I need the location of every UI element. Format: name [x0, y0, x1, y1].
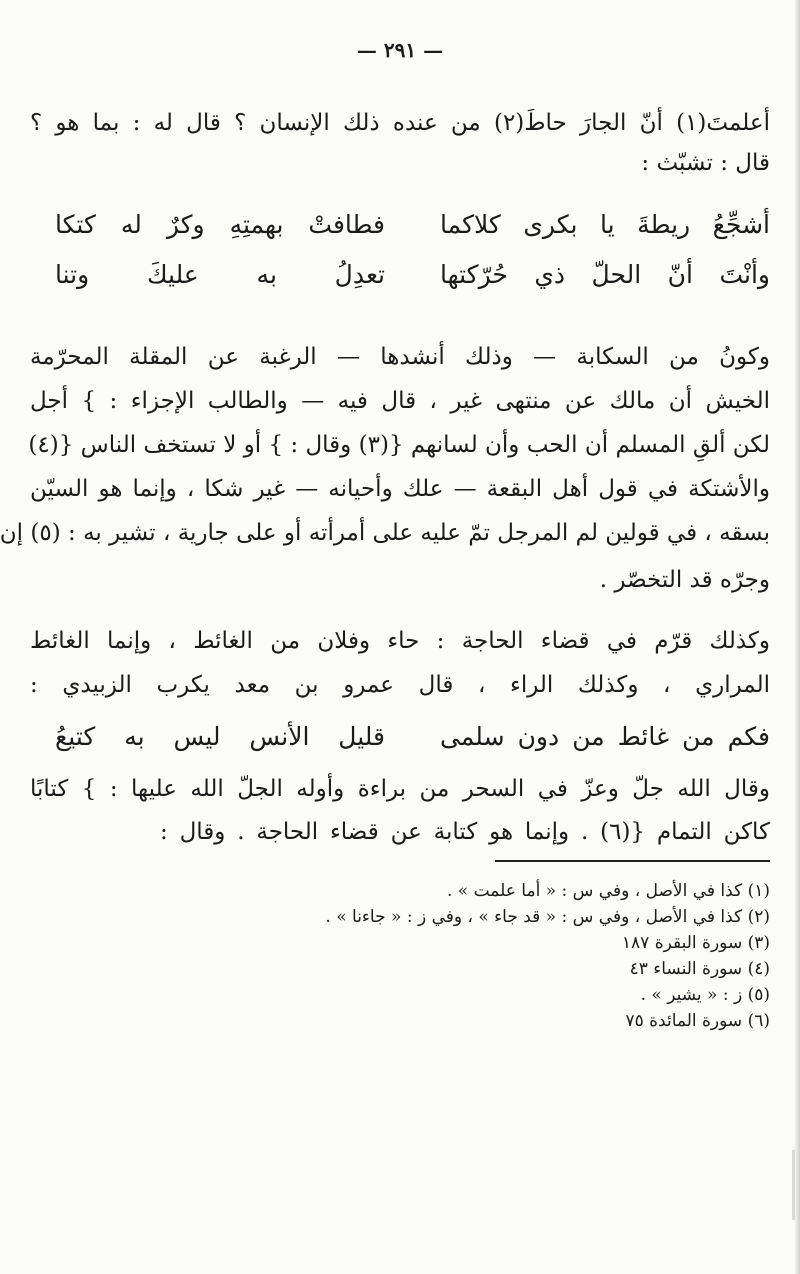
text-line-2: قال : تشبّث :	[641, 150, 770, 176]
verse-2-left: تعدِلُ به عليكَ وتنا	[55, 260, 385, 289]
text-line-9: وكذلك قرّم في قضاء الحاجة : حاء وفلان من الغائط ، وإنما الغائط	[30, 628, 770, 654]
page-number: — ٢٩١ —	[356, 38, 444, 62]
footnote-1: (١) كذا في الأصل ، وفي س : « أما علمت » .	[446, 881, 770, 901]
text-line-4: الخيش أن مالك عن منتهى غير ، قال فيه — والطالب الإجزاء : } أجل	[30, 388, 770, 414]
footnote-separator	[495, 860, 770, 862]
text-line-1: أعلمتَ(١) أنّ الجارَ حاطَ(٢) من عنده ذلك الإنسان ؟ قال له : بما هو ؟	[30, 110, 771, 136]
text-line-6: والأشتكة في قول أهل البقعة — علك وأحيانه — غير شكا ، وإنما هو السيّن	[30, 476, 770, 502]
text-line-10: المراري ، وكذلك الراء ، قال عمرو بن معد يكرب الزبيدي :	[30, 672, 770, 698]
footnote-2: (٢) كذا في الأصل ، وفي س : « قد جاء » ، وفي ز : « جاءنا » .	[325, 907, 770, 927]
text-line-7: بسقه ، في قولين لم المرجل تمّ عليه على أمرأته أو على جارية ، تشير به : (٥) إن	[0, 520, 770, 546]
verse-3-left: قليل الأنس ليس به كتيعُ	[55, 722, 385, 751]
verse-1-right: أشجِّعُ ريطةَ يا بكرى كلاكما	[440, 210, 770, 239]
footnote-5: (٥) ز : « يشير » .	[640, 985, 770, 1005]
text-line-5: لكن ألقِ المسلم أن الحب وأن لسانهم {(٣) وقال : } أو لا تستخف الناس {(٤)	[28, 432, 770, 458]
page-edge-mark	[792, 1150, 795, 1220]
text-line-12: كاكن التمام {(٦) . وإنما هو كتابة عن قضاء الحاجة . وقال :	[160, 819, 770, 845]
page-edge-shadow	[794, 0, 800, 1274]
footnote-6: (٦) سورة المائدة ٧٥	[625, 1011, 770, 1031]
verse-3-right: فكم من غائط من دون سلمى	[440, 722, 770, 751]
text-line-3: وكونُ من السكابة — وذلك أنشدها — الرغبة عن المقلة المحرّمة	[30, 344, 770, 370]
footnote-3: (٣) سورة البقرة ١٨٧	[621, 933, 770, 953]
verse-1-left: فطافتْ بهمتِهِ وكرٌ له كتكا	[55, 210, 385, 239]
footnote-4: (٤) سورة النساء ٤٣	[629, 959, 770, 979]
text-line-8: وجرّه قد التخصّر .	[599, 567, 770, 593]
text-line-11: وقال الله جلّ وعزّ في السحر من براءة وأوله الجلّ الله عليها : } كتابًا	[30, 776, 770, 802]
verse-2-right: وأنْتَ أنّ الحلّ ذي حُرّكتها	[440, 260, 770, 289]
